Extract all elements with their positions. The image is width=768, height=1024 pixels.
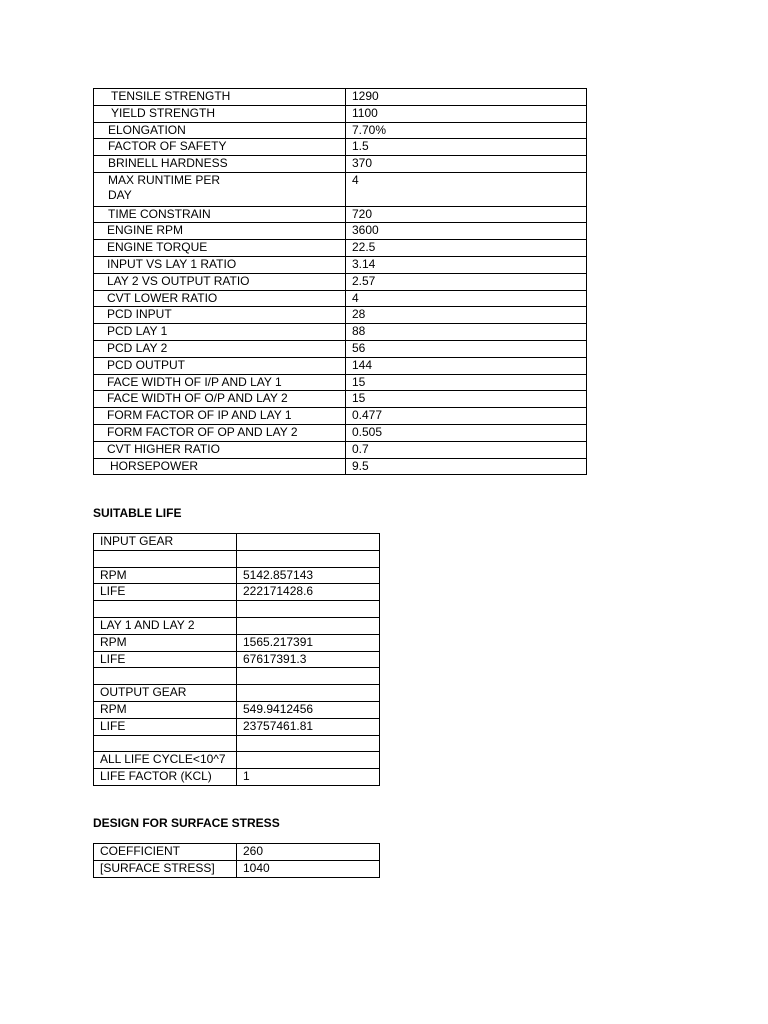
life-label: LIFE [94,718,237,735]
property-value: 3600 [346,223,587,240]
table-row [94,718,380,735]
property-name: FACTOR OF SAFETY [94,139,346,156]
life-label [94,601,237,618]
property-value: 0.505 [346,424,587,441]
table-row [94,651,380,668]
table-row [94,357,587,374]
property-name: YIELD STRENGTH [94,105,346,122]
property-value: 15 [346,374,587,391]
property-value: 15 [346,391,587,408]
property-value: 370 [346,156,587,173]
table-row [94,584,380,601]
table-row [94,156,587,173]
table-row [94,122,587,139]
table-row [94,256,587,273]
life-value [237,534,380,551]
property-value: 22.5 [346,240,587,257]
life-value: 67617391.3 [237,651,380,668]
property-name: CVT LOWER RATIO [94,290,346,307]
table-row [94,374,587,391]
property-name: CVT HIGHER RATIO [94,441,346,458]
table-row [94,769,380,786]
surface-stress-table [93,843,380,878]
life-value [237,685,380,702]
life-label: RPM [94,567,237,584]
life-label: LIFE [94,651,237,668]
table-row [94,735,380,752]
stress-label: [SURFACE STRESS] [94,860,237,877]
property-value: 0.7 [346,441,587,458]
property-name: ENGINE TORQUE [94,240,346,257]
suitable-life-table [93,533,380,786]
property-name: PCD OUTPUT [94,357,346,374]
life-label: LIFE FACTOR (KCL) [94,769,237,786]
property-name: MAX RUNTIME PER DAY [94,172,346,206]
life-label: ALL LIFE CYCLE<10^7 [94,752,237,769]
property-value: 4 [346,172,587,206]
table-row [94,307,587,324]
table-row [94,206,587,223]
life-label [94,735,237,752]
property-name: PCD LAY 1 [94,324,346,341]
life-value [237,617,380,634]
life-value: 5142.857143 [237,567,380,584]
property-name: PCD INPUT [94,307,346,324]
property-value: 56 [346,340,587,357]
property-value: 720 [346,206,587,223]
table-row [94,391,587,408]
property-value: 1100 [346,105,587,122]
table-row [94,567,380,584]
property-name: INPUT VS LAY 1 RATIO [94,256,346,273]
property-value: 3.14 [346,256,587,273]
life-label: RPM [94,701,237,718]
life-value: 222171428.6 [237,584,380,601]
life-value: 1565.217391 [237,634,380,651]
table-row [94,441,587,458]
life-value: 549.9412456 [237,701,380,718]
table-row [94,324,587,341]
table-row [94,617,380,634]
property-value: 28 [346,307,587,324]
table-row [94,550,380,567]
table-row [94,634,380,651]
property-name: FORM FACTOR OF IP AND LAY 1 [94,408,346,425]
table-row [94,139,587,156]
property-name: FACE WIDTH OF O/P AND LAY 2 [94,391,346,408]
stress-value: 1040 [237,860,380,877]
table-row [94,340,587,357]
property-name: TENSILE STRENGTH [94,89,346,106]
life-label: LIFE [94,584,237,601]
material-properties-table [93,88,587,475]
property-name: TIME CONSTRAIN [94,206,346,223]
life-label: RPM [94,634,237,651]
property-name: FORM FACTOR OF OP AND LAY 2 [94,424,346,441]
property-name: BRINELL HARDNESS [94,156,346,173]
table-row [94,701,380,718]
table-row [94,534,380,551]
table-row [94,105,587,122]
property-name: PCD LAY 2 [94,340,346,357]
surface-stress-heading: DESIGN FOR SURFACE STRESS [93,816,280,830]
property-value: 9.5 [346,458,587,475]
table-row [94,424,587,441]
table-row [94,89,587,106]
life-value [237,752,380,769]
table-row [94,844,380,861]
stress-value: 260 [237,844,380,861]
property-value: 2.57 [346,273,587,290]
table-row [94,752,380,769]
property-name: ENGINE RPM [94,223,346,240]
life-value [237,601,380,618]
life-label [94,668,237,685]
life-label: LAY 1 AND LAY 2 [94,617,237,634]
property-value: 0.477 [346,408,587,425]
property-name: HORSEPOWER [94,458,346,475]
table-row [94,172,587,206]
table-row [94,240,587,257]
life-label [94,550,237,567]
table-row [94,860,380,877]
table-row [94,223,587,240]
table-row [94,685,380,702]
property-value: 1290 [346,89,587,106]
property-value: 1.5 [346,139,587,156]
table-row [94,458,587,475]
property-name: ELONGATION [94,122,346,139]
property-value: 4 [346,290,587,307]
property-name: LAY 2 VS OUTPUT RATIO [94,273,346,290]
stress-label: COEFFICIENT [94,844,237,861]
table-row [94,668,380,685]
property-value: 88 [346,324,587,341]
suitable-life-heading: SUITABLE LIFE [93,506,182,520]
table-row [94,290,587,307]
life-value: 23757461.81 [237,718,380,735]
life-value: 1 [237,769,380,786]
life-value [237,550,380,567]
table-row [94,273,587,290]
life-label: OUTPUT GEAR [94,685,237,702]
life-value [237,735,380,752]
property-name: FACE WIDTH OF I/P AND LAY 1 [94,374,346,391]
property-value: 7.70% [346,122,587,139]
life-value [237,668,380,685]
table-row [94,601,380,618]
life-label: INPUT GEAR [94,534,237,551]
table-row [94,408,587,425]
property-value: 144 [346,357,587,374]
